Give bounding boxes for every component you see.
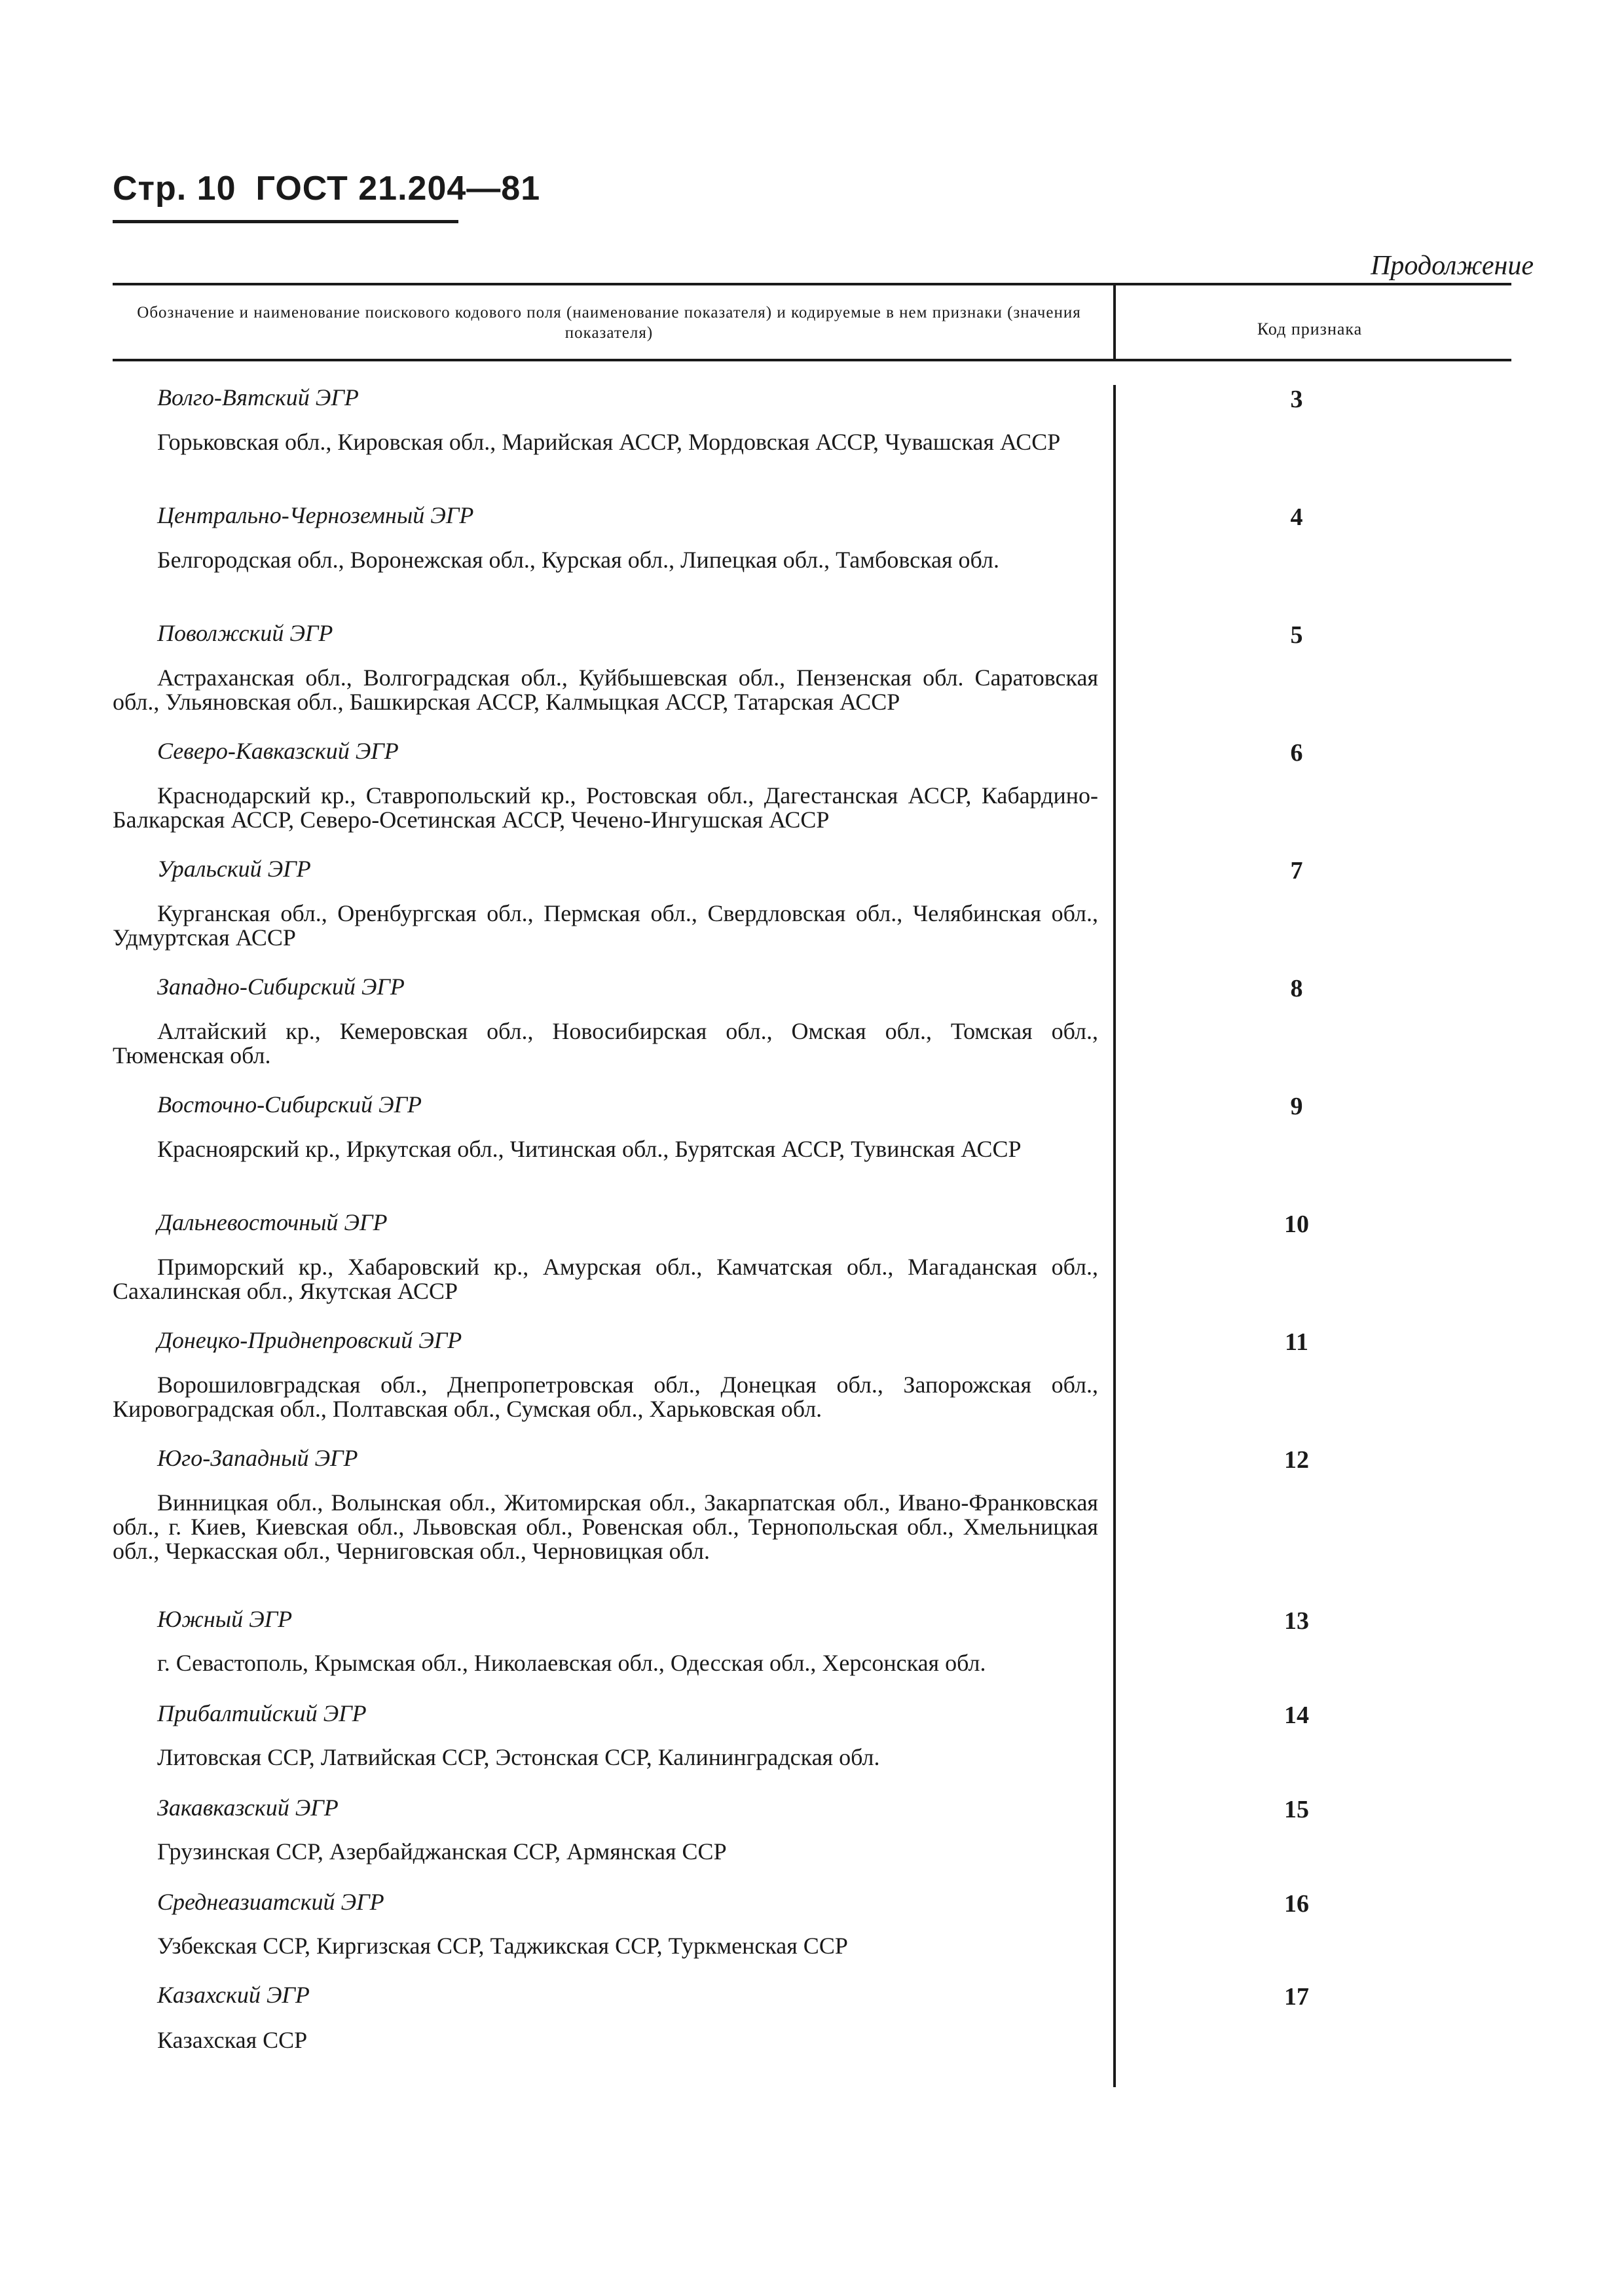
- page-number: Стр. 10: [113, 170, 236, 208]
- region-name: Среднеазиатский ЭГР: [157, 1889, 384, 1915]
- region-members: Белгородская обл., Воронежская обл., Курская обл., Липецкая обл., Тамбовская обл.: [157, 547, 999, 573]
- region-code: 12: [1284, 1446, 1309, 1474]
- region-members: Астраханская обл., Волгоградская обл., Куйбышевская обл., Пензенская обл. Саратовская обл., Ульяновская обл., Башкирская АССР, Калмыцкая АССР, Татарская АССР: [113, 665, 1098, 715]
- region-code: 3: [1290, 386, 1303, 413]
- region-name: Прибалтийский ЭГР: [157, 1700, 367, 1726]
- region-name: Западно-Сибирский ЭГР: [157, 974, 405, 1000]
- region-code: 15: [1284, 1796, 1309, 1823]
- region-members: Литовская ССР, Латвийская ССР, Эстонская ССР, Калининградская обл.: [157, 1744, 880, 1770]
- region-name: Восточно-Сибирский ЭГР: [157, 1091, 422, 1118]
- body-column-separator: [1113, 385, 1116, 2087]
- region-members: Курганская обл., Оренбургская обл., Пермская обл., Свердловская обл., Челябинская обл., Удмуртская АССР: [113, 900, 1098, 951]
- region-members: Винницкая обл., Волынская обл., Житомирская обл., Закарпатская обл., Ивано-Франковская обл., г. Киев, Киевская обл., Львовская обл., Ровенская обл., Тернопольская обл., Хмельницкая обл., Черкасская обл., Черниговская обл., Черновицкая обл.: [113, 1489, 1098, 1564]
- region-members: Краснодарский кр., Ставропольский кр., Ростовская обл., Дагестанская АССР, Кабардино-Балкарская АССР, Северо-Осетинская АССР, Чечено-Ингушская АССР: [113, 782, 1098, 833]
- region-members: Узбекская ССР, Киргизская ССР, Таджикская ССР, Туркменская ССР: [157, 1933, 848, 1959]
- region-code: 11: [1285, 1328, 1308, 1356]
- region-name: Закавказский ЭГР: [157, 1795, 339, 1821]
- header-rule: [113, 220, 458, 223]
- column-header-description: Обозначение и наименование поискового кодового поля (наименование показателя) и кодируемые в нем признаки (значения показателя): [137, 304, 1081, 342]
- region-members: Горьковская обл., Кировская обл., Марийская АССР, Мордовская АССР, Чувашская АССР: [157, 429, 1061, 455]
- region-code: 14: [1284, 1702, 1309, 1729]
- region-name: Поволжский ЭГР: [157, 620, 333, 646]
- region-name: Северо-Кавказский ЭГР: [157, 738, 399, 764]
- region-members: Красноярский кр., Иркутская обл., Читинская обл., Бурятская АССР, Тувинская АССР: [157, 1136, 1022, 1162]
- region-members: г. Севастополь, Крымская обл., Николаевская обл., Одесская обл., Херсонская обл.: [157, 1650, 986, 1676]
- region-code: 8: [1290, 975, 1303, 1002]
- region-name: Юго-Западный ЭГР: [157, 1445, 358, 1471]
- region-code: 10: [1284, 1211, 1309, 1238]
- region-name: Южный ЭГР: [157, 1606, 293, 1632]
- region-code: 9: [1290, 1093, 1303, 1120]
- region-name: Уральский ЭГР: [157, 856, 311, 882]
- region-code: 7: [1290, 857, 1303, 884]
- table-header-rule: [113, 359, 1511, 361]
- region-members: Приморский кр., Хабаровский кр., Амурская обл., Камчатская обл., Магаданская обл., Сахалинская обл., Якутская АССР: [113, 1254, 1098, 1304]
- region-name: Дальневосточный ЭГР: [157, 1209, 388, 1235]
- region-members: Грузинская ССР, Азербайджанская ССР, Армянская ССР: [157, 1838, 727, 1865]
- region-code: 13: [1284, 1607, 1309, 1635]
- continuation-label: Продолжение: [1371, 251, 1534, 281]
- region-members: Алтайский кр., Кемеровская обл., Новосибирская обл., Омская обл., Томская обл., Тюменская обл.: [113, 1018, 1098, 1068]
- region-code: 6: [1290, 739, 1303, 767]
- region-code: 5: [1290, 621, 1303, 649]
- region-code: 4: [1290, 503, 1303, 531]
- region-name: Центрально-Черноземный ЭГР: [157, 502, 474, 528]
- region-name: Волго-Вятский ЭГР: [157, 384, 359, 410]
- region-name: Казахский ЭГР: [157, 1982, 310, 2008]
- region-name: Донецко-Приднепровский ЭГР: [157, 1327, 462, 1353]
- region-members: Ворошиловградская обл., Днепропетровская обл., Донецкая обл., Запорожская обл., Кировоградская обл., Полтавская обл., Сумская обл., Харьковская обл.: [113, 1372, 1098, 1422]
- region-code: 16: [1284, 1890, 1309, 1918]
- table-top-rule: [113, 283, 1511, 285]
- page-header: [113, 169, 540, 228]
- region-code: 17: [1284, 1983, 1309, 2011]
- column-header-code: Код признака: [1257, 319, 1363, 338]
- header-column-separator: [1113, 285, 1116, 359]
- region-members: Казахская ССР: [157, 2027, 308, 2053]
- standard-number: ГОСТ 21.204—81: [255, 170, 541, 208]
